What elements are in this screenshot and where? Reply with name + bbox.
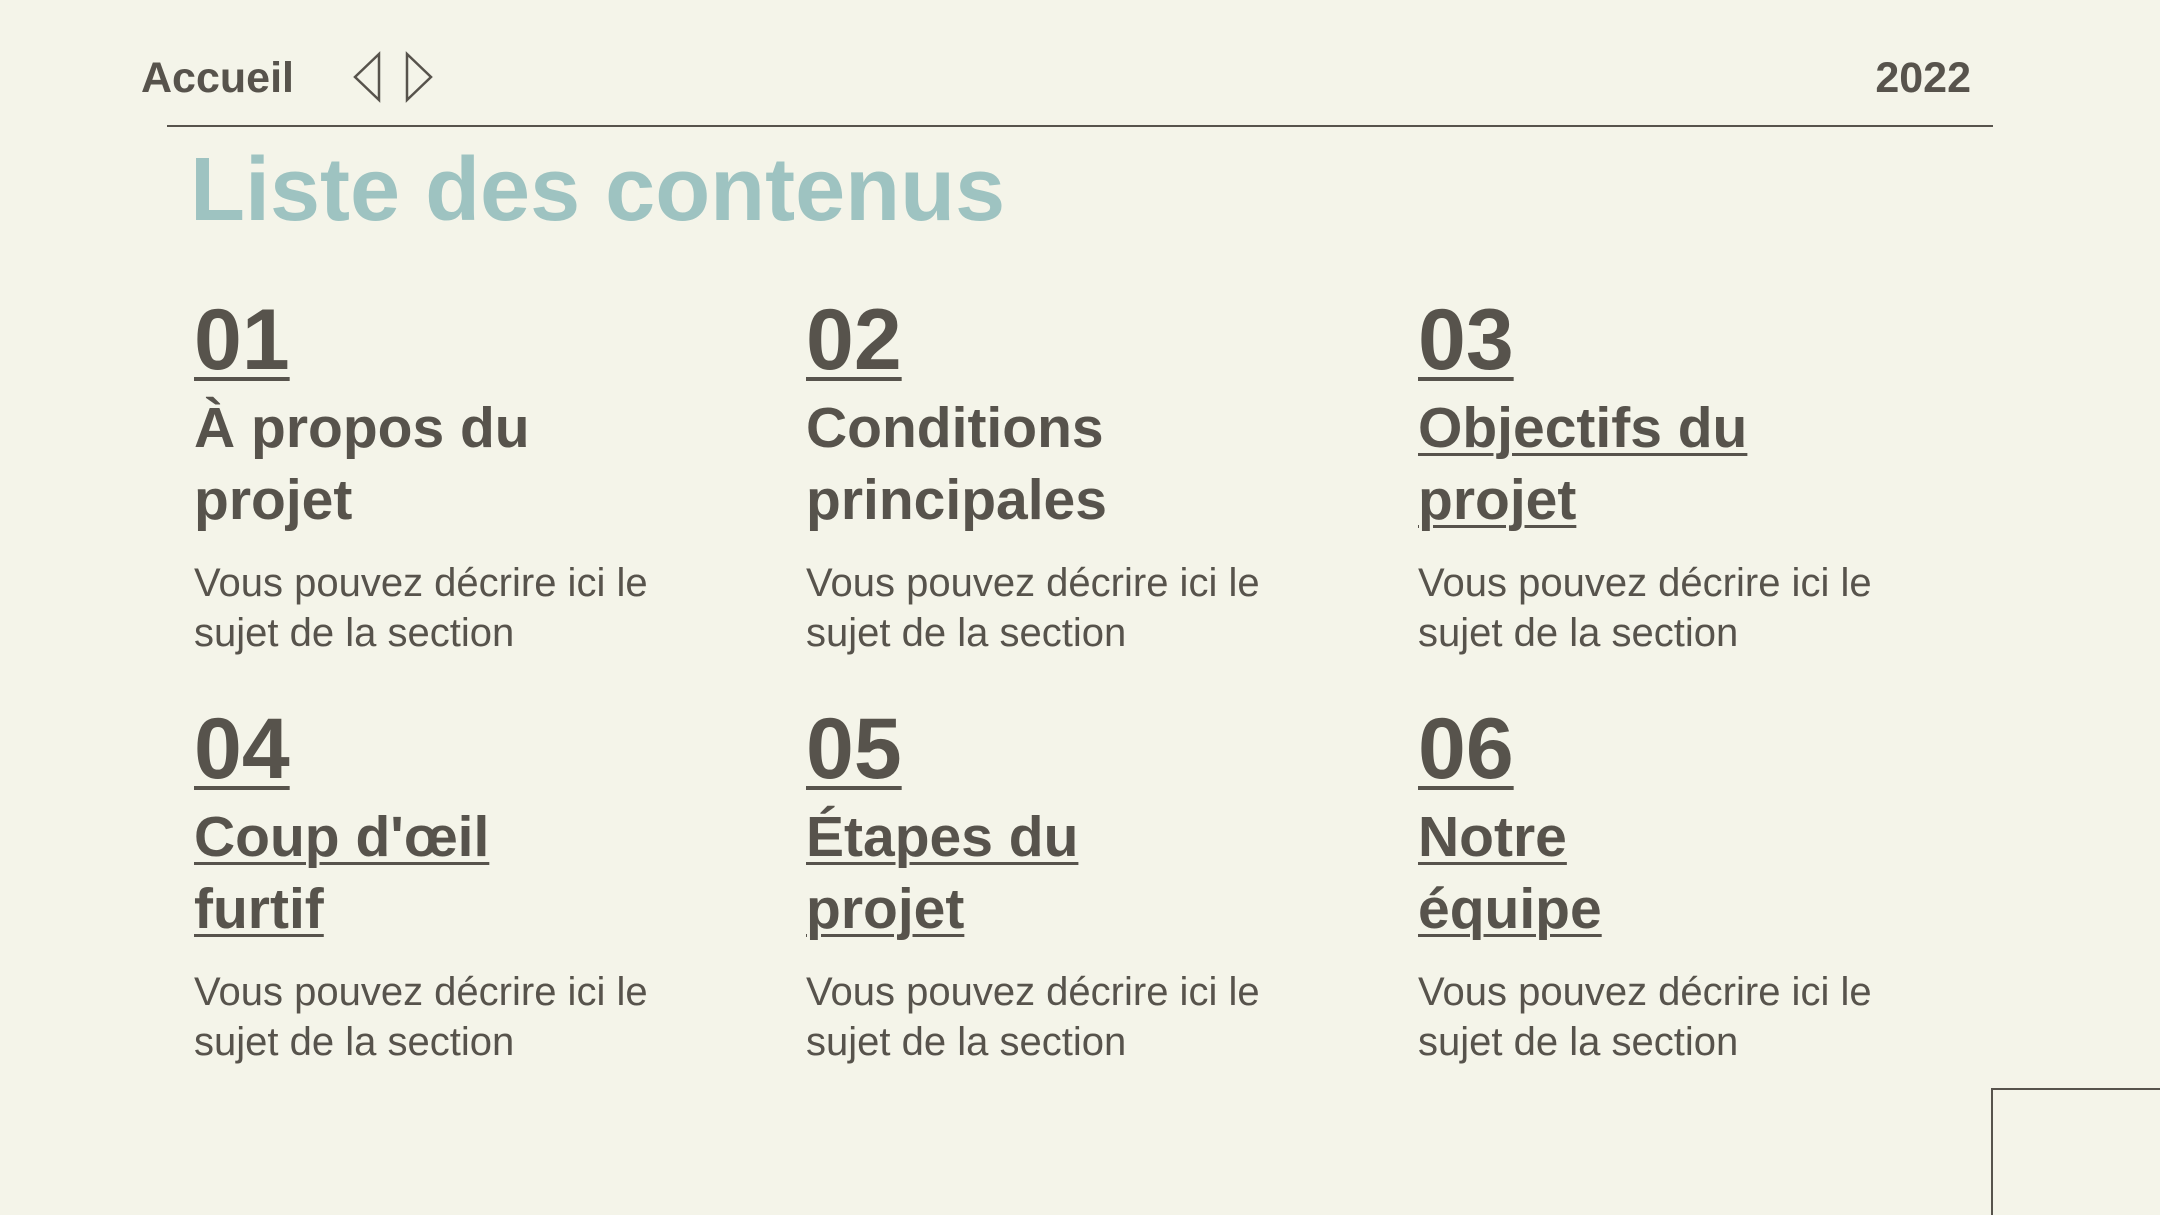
section-title-link[interactable] xyxy=(1418,801,1938,945)
section-title-link[interactable] xyxy=(194,801,714,945)
section-description-line: sujet de la section xyxy=(194,1020,515,1064)
section-title-link[interactable] xyxy=(1418,392,1938,536)
section-05 xyxy=(806,697,1386,1067)
section-title-line: équipe xyxy=(1418,877,1602,941)
section-description xyxy=(806,558,1326,658)
section-description-line: sujet de la section xyxy=(806,1020,1127,1064)
section-number[interactable]: 02 xyxy=(806,292,902,388)
section-title-line: Étapes du xyxy=(806,805,1079,869)
section-number[interactable]: 05 xyxy=(806,701,902,797)
section-title-line: À propos du xyxy=(194,396,530,460)
chevron-right-icon xyxy=(402,51,436,103)
section-03 xyxy=(1418,288,1998,658)
home-link[interactable]: Accueil xyxy=(141,54,294,102)
section-title xyxy=(194,392,714,536)
section-02 xyxy=(806,288,1386,658)
section-description-line: sujet de la section xyxy=(806,611,1127,655)
section-description-line: Vous pouvez décrire ici le xyxy=(194,561,648,605)
header-divider xyxy=(167,125,1993,127)
section-title xyxy=(806,392,1326,536)
section-06 xyxy=(1418,697,1998,1067)
section-description-line: Vous pouvez décrire ici le xyxy=(806,970,1260,1014)
section-title-line: projet xyxy=(806,877,965,941)
section-description xyxy=(806,967,1326,1067)
section-number[interactable]: 04 xyxy=(194,701,290,797)
section-title-link[interactable] xyxy=(806,801,1326,945)
section-description-line: sujet de la section xyxy=(1418,611,1739,655)
section-title-line: Notre xyxy=(1418,805,1567,869)
section-title-line: Coup d'œil xyxy=(194,805,490,869)
section-title-line: furtif xyxy=(194,877,324,941)
page-title: Liste des contenus xyxy=(190,140,1006,240)
section-description-line: Vous pouvez décrire ici le xyxy=(1418,561,1872,605)
section-title-line: projet xyxy=(1418,468,1577,532)
corner-decoration xyxy=(1991,1088,2160,1215)
section-title-line: Objectifs du xyxy=(1418,396,1748,460)
section-title-line: principales xyxy=(806,468,1107,532)
section-01 xyxy=(194,288,774,658)
section-description xyxy=(1418,558,1938,658)
section-description-line: Vous pouvez décrire ici le xyxy=(194,970,648,1014)
section-number[interactable]: 06 xyxy=(1418,701,1514,797)
section-description xyxy=(194,558,714,658)
section-title-line: projet xyxy=(194,468,353,532)
section-04 xyxy=(194,697,774,1067)
section-description-line: sujet de la section xyxy=(1418,1020,1739,1064)
section-description xyxy=(1418,967,1938,1067)
section-title-line: Conditions xyxy=(806,396,1104,460)
section-description-line: sujet de la section xyxy=(194,611,515,655)
section-description xyxy=(194,967,714,1067)
year-label: 2022 xyxy=(1875,54,1971,102)
previous-slide-button[interactable] xyxy=(350,51,384,103)
next-slide-button[interactable] xyxy=(402,51,436,103)
section-description-line: Vous pouvez décrire ici le xyxy=(806,561,1260,605)
section-description-line: Vous pouvez décrire ici le xyxy=(1418,970,1872,1014)
section-number[interactable]: 03 xyxy=(1418,292,1514,388)
chevron-left-icon xyxy=(350,51,384,103)
section-number[interactable]: 01 xyxy=(194,292,290,388)
